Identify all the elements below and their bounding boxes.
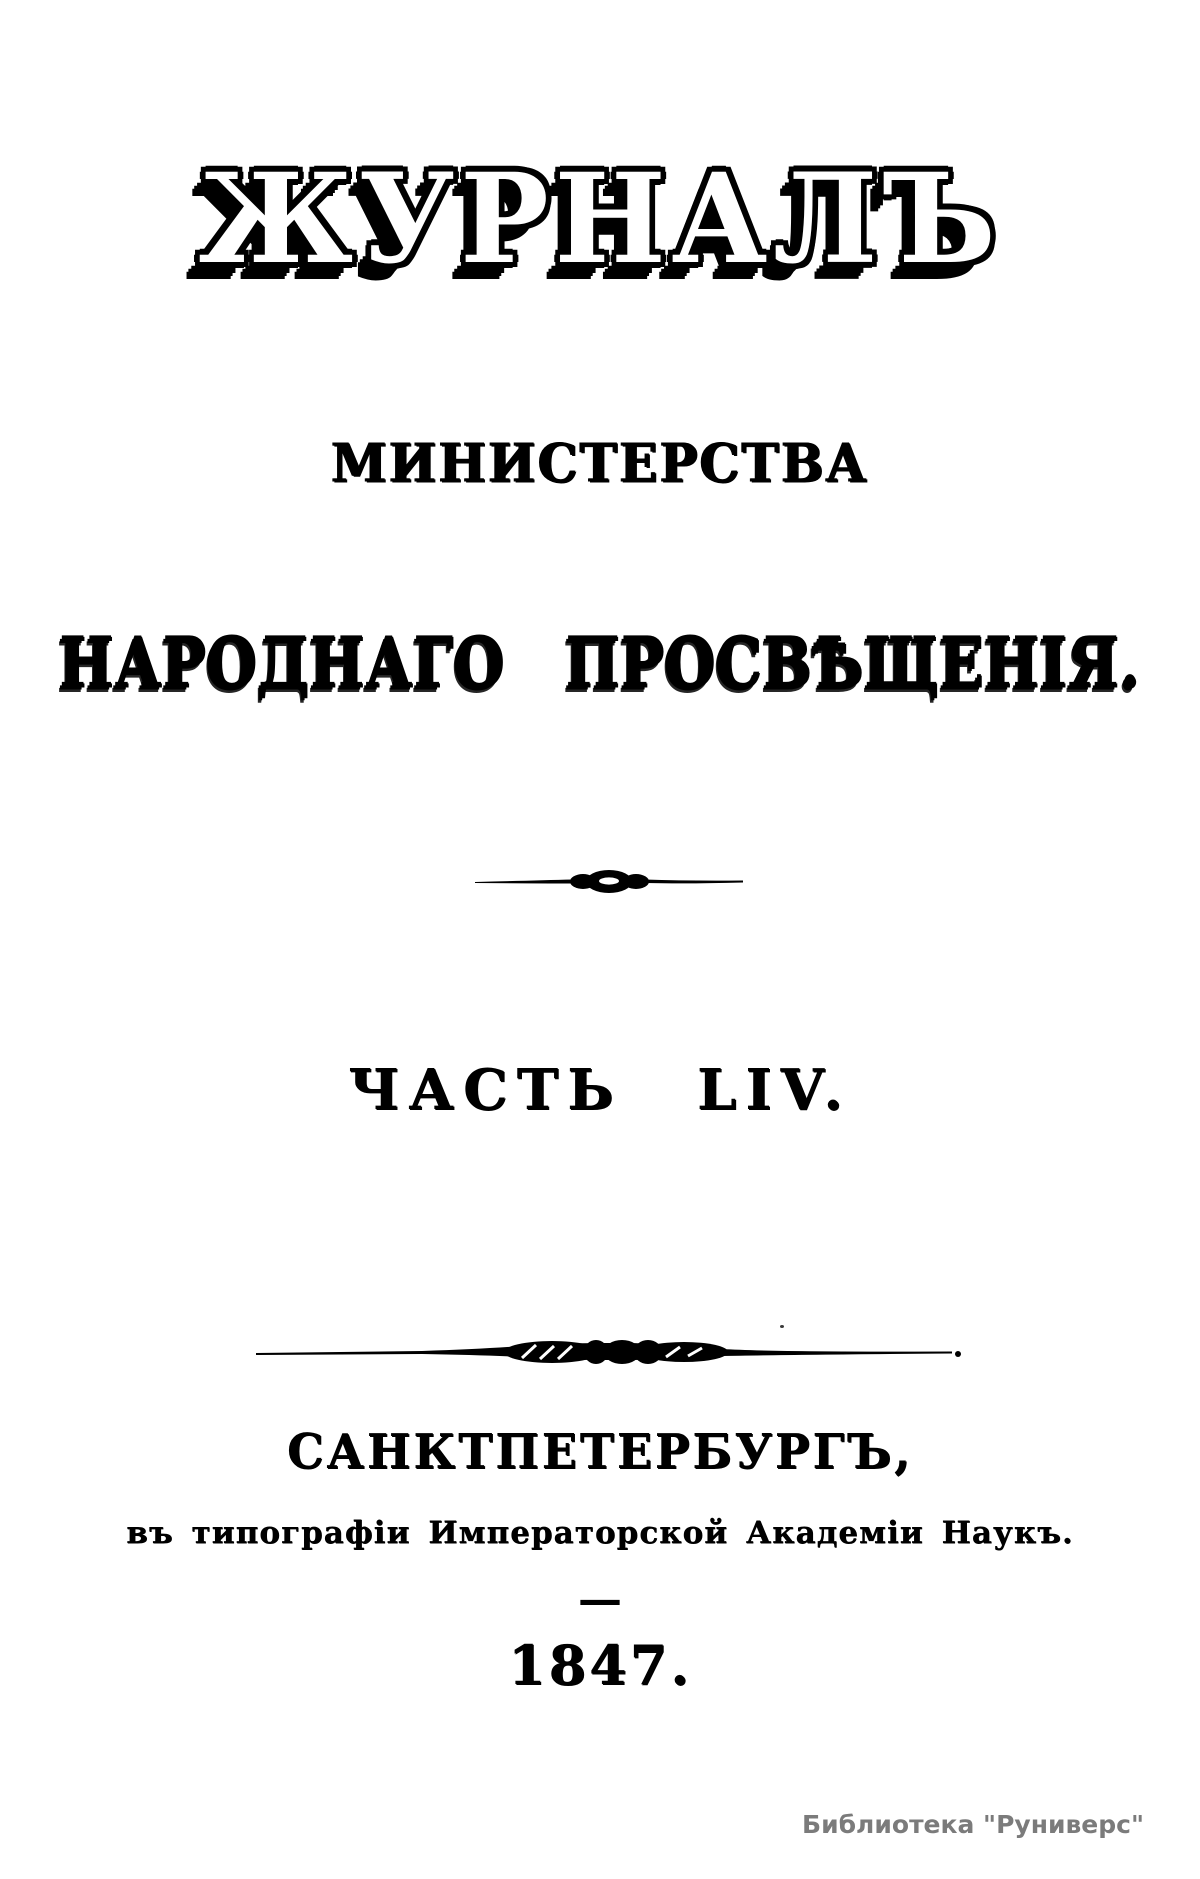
city-line: САНКТПЕТЕРБУРГЪ, <box>286 1424 914 1480</box>
journal-title: ЖУРНАЛЪ <box>198 147 1002 292</box>
small-ornament-divider-icon <box>473 868 745 896</box>
large-ornament-divider-icon <box>252 1336 964 1370</box>
separator-dash: — <box>578 1574 622 1625</box>
part-number-line: ЧАСТЬ LIV. <box>348 1057 852 1123</box>
department-line: НАРОДНАГО ПРОСВѢЩЕНІЯ. <box>59 621 1141 704</box>
ministry-line: МИНИСТЕРСТВА <box>331 432 869 495</box>
imprint-line: въ типографіи Императорской Академіи Наукъ. <box>126 1515 1074 1551</box>
library-watermark: Библиотека "Руниверс" <box>802 1810 1144 1839</box>
ink-speck <box>780 1325 784 1328</box>
year-line: 1847. <box>507 1633 693 1697</box>
